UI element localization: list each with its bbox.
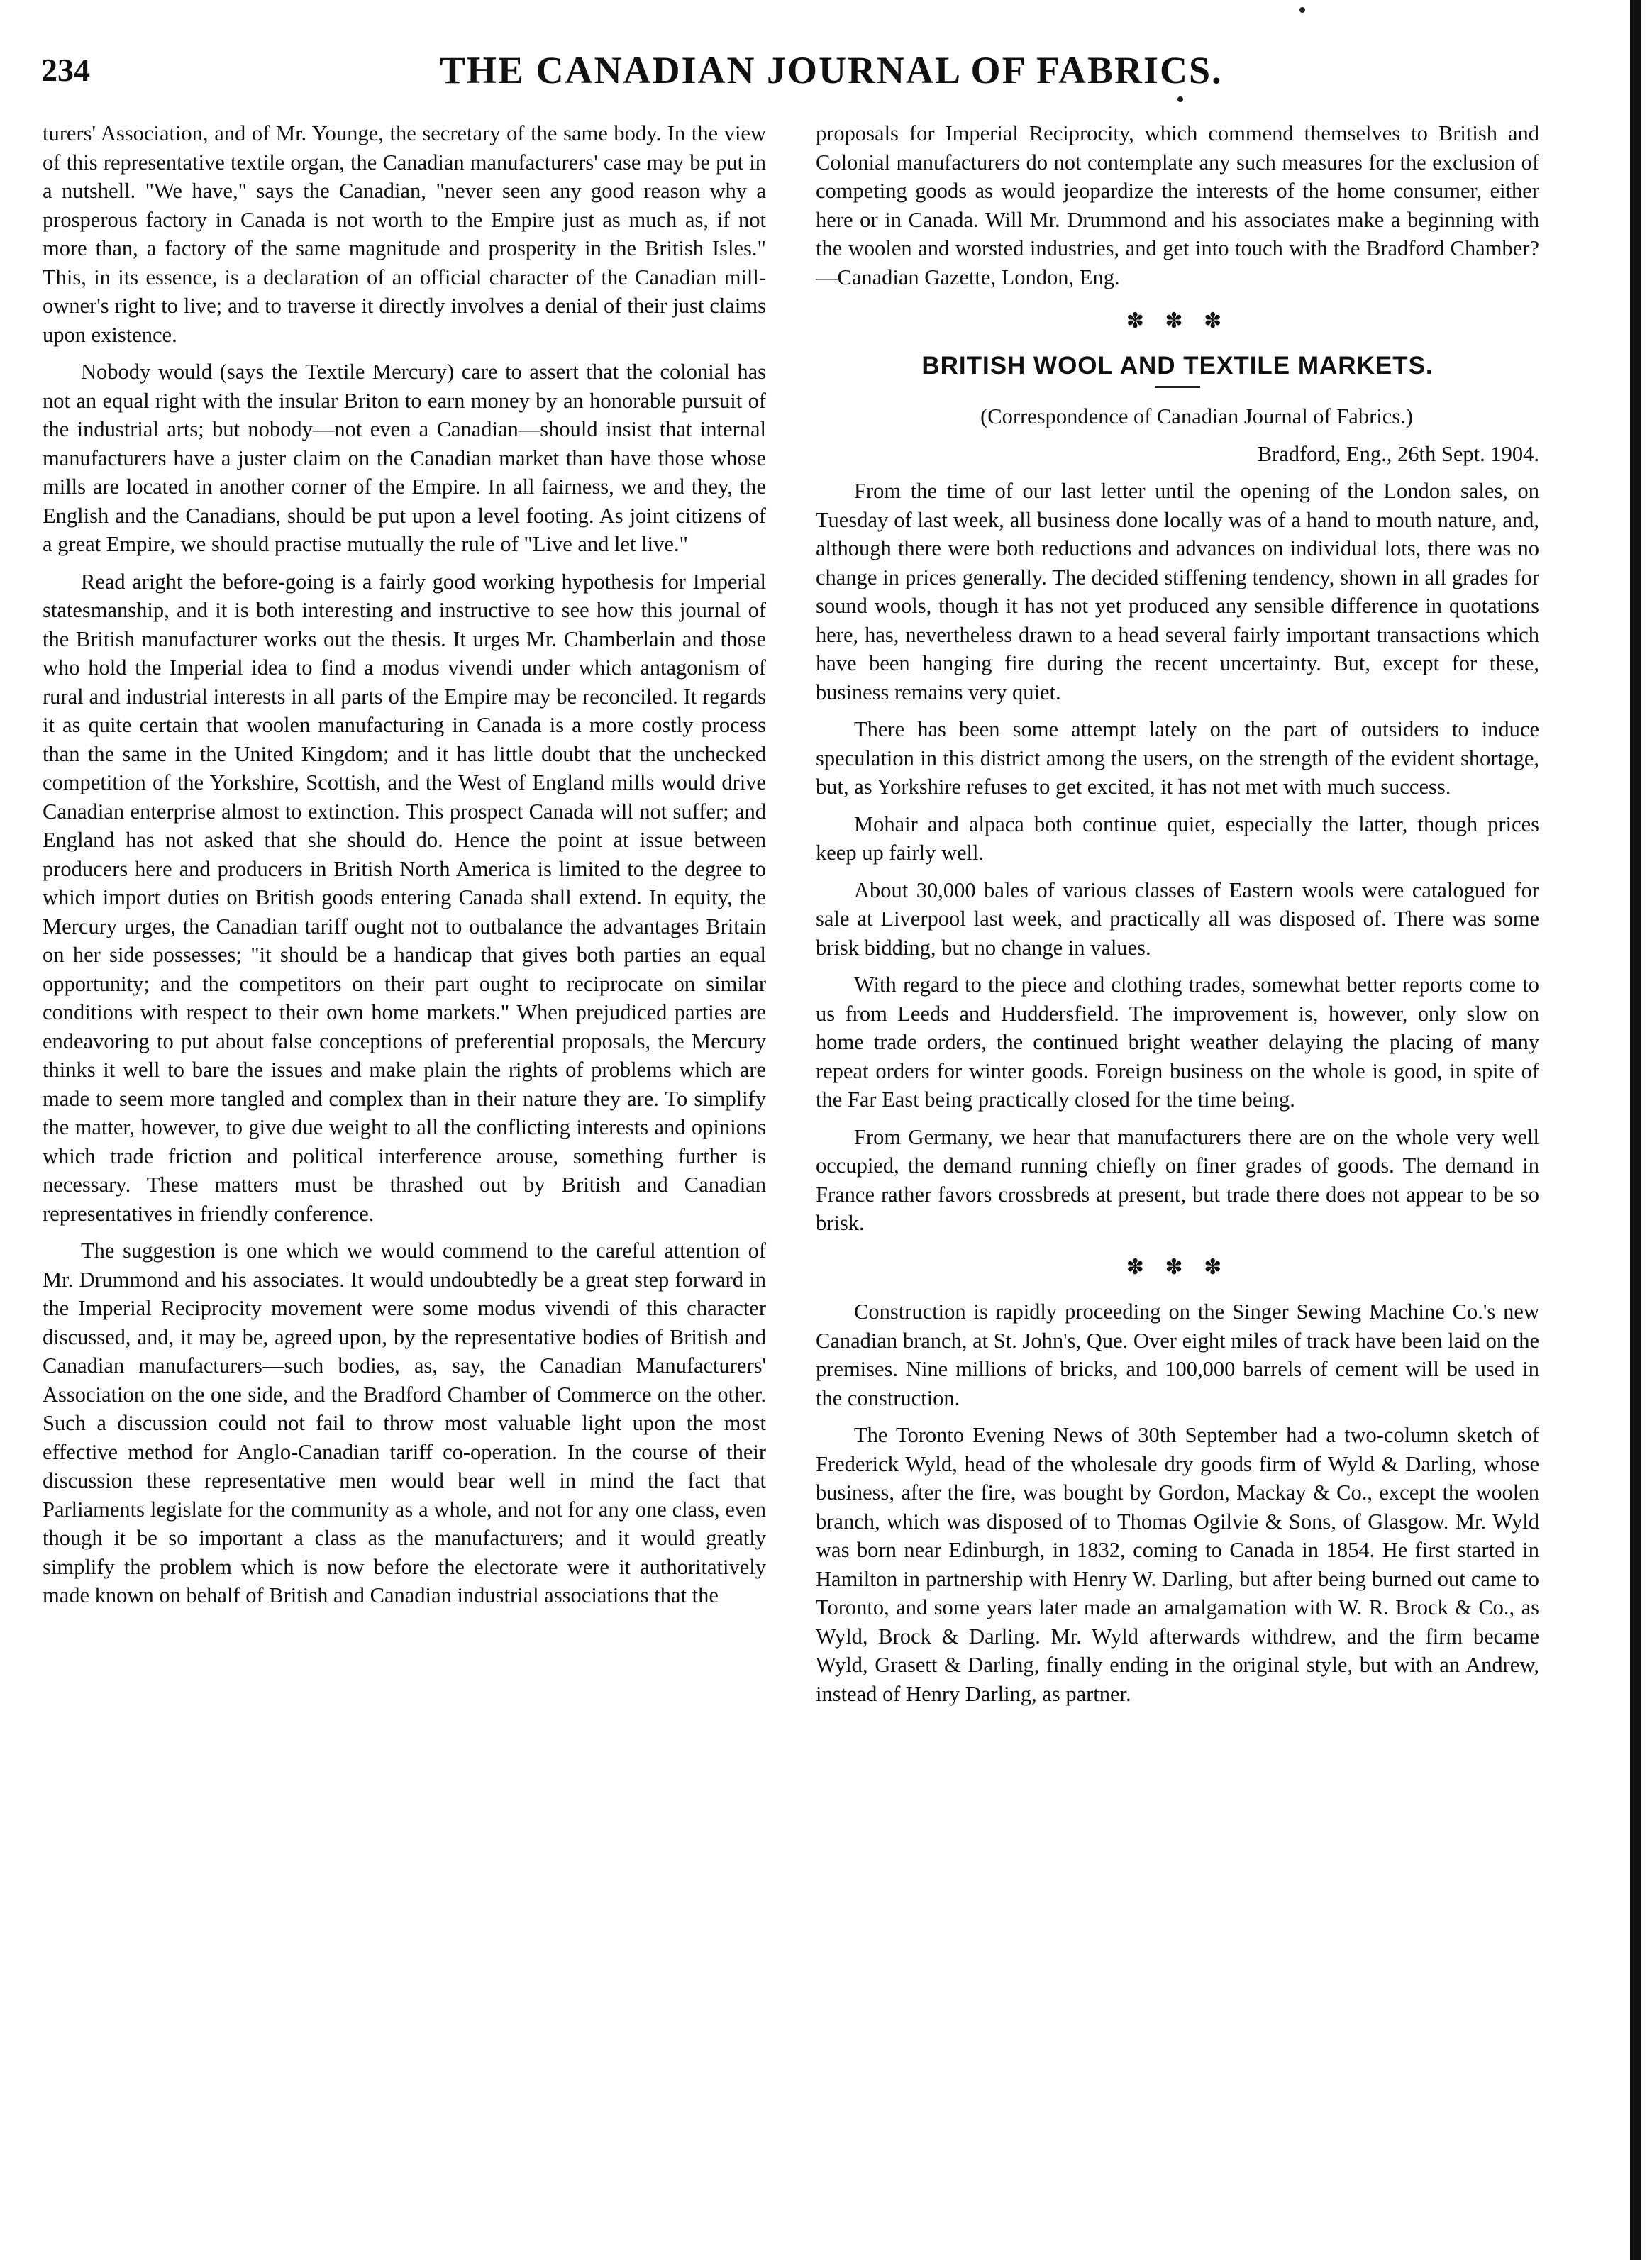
scan-speck (1299, 7, 1305, 13)
left-paragraph-4: The suggestion is one which we would commend to the careful attention of Mr. Drummond and his associates. It would undoubtedly be a great step forward in the Imperial Reciprocity movement were some modus vivendi of this character discussed, and, it may be, agreed upon, by the representative bodies of British and Canadian manufacturers—such bodies, as, say, the Canadian Manufacturers' Association on the one side, and the Bradford Chamber of Commerce on the other. Such a discussion could not fail to throw most valuable light upon the most effective method for Anglo-Canadian tariff co-operation. In the course of their discussion these representative men would bear well in mind the fact that Parliaments legislate for the community as a whole, and not for any one class, even though it be so important a class as the manufacturers; and it would greatly simplify the problem which is now before the electorate were it authoritatively made known on behalf of British and Canadian industrial associations that the (43, 1239, 766, 1607)
article-heading: BRITISH WOOL AND TEXTILE MARKETS. (921, 351, 1434, 380)
correspondence-line: (Correspondence of Canadian Journal of Fabrics.) (980, 404, 1413, 428)
running-title: THE CANADIAN JOURNAL OF FABRICS. (440, 49, 1223, 92)
right-paragraph-2: From the time of our last letter until the opening of the London sales, on Tuesday of last week, all business done locally was of a hand to mouth nature, and, although there were both reductions and advances on individual lots, there was no change in prices generally. The decided stiffening tendency, shown in all grades for sound wools, though it has not yet produced any sensible difference in quotations here, has, nevertheless drawn to a head several fairly important transactions which have been hanging fire during the recent uncertainty. But, except for these, business remains very quiet. (816, 479, 1539, 704)
scan-speck (1177, 96, 1183, 102)
right-paragraph-7: From Germany, we hear that manufacturers there are on the whole very well occupied, the demand running chiefly on finer grades of goods. The demand in France rather favors crossbreds at present, but trade there does not appear to be so brisk. (816, 1124, 1539, 1235)
left-paragraph-1: turers' Association, and of Mr. Younge, the secretary of the same body. In the view of this representative textile organ, the Canadian manufacturers' case may be put in a nutshell. "We have," says the Canadian, "never seen any good reason why a prosperous factory in Canada is not worth to the Empire just as much as, if not more than, a factory of the same magnitude and prosperity in the British Isles." This, in its essence, is a declaration of an official character of the Canadian mill-owner's right to live; and to traverse it directly involves a denial of their just claims upon existence. (43, 121, 766, 347)
left-paragraph-3: Read aright the before-going is a fairly good working hypothesis for Imperial statesmanship, and it is both interesting and instructive to see how this journal of the British manufacturer works out the thesis. It urges Mr. Chamberlain and those who hold the Imperial idea to find a modus vivendi under which antagonism of rural and industrial interests in all parts of the Empire may be reconciled. It regards it as quite certain that woolen manufacturing in Canada is a more costly process than the same in the United Kingdom; and it has little doubt that the unchecked competition of the Yorkshire, Scottish, and the West of England mills would drive Canadian enterprise almost to extinction. This prospect Canada will not suffer; and England has not asked that she should do. Hence the point at issue between producers here and producers in British North America is limited to the degree to which import duties on British goods entering Canada shall extend. In equity, the Mercury urges, the Canadian tariff ought not to outbalance the advantages Britain on her side possesses; "it should be a handicap that gives both parties an equal opportunity; and the competitors on their part ought to reciprocate on similar conditions with respect to their own home markets." When prejudiced parties are endeavoring to put about false conceptions of preferential proposals, the Mercury thinks it well to bare the issues and make plain the rights of problems which are made to seem more tangled and complex than in their nature they are. To simplify the matter, however, to give due weight to all the conflicting interests and opinions which trade friction and political interference arouse, something further is necessary. These matters must be thrashed out by British and Canadian representatives in friendly conference. (43, 569, 766, 1226)
right-paragraph-6: With regard to the piece and clothing trades, somewhat better reports come to us from Leeds and Huddersfield. The improvement is, however, only slow on home trade orders, the continued bright weather delaying the placing of many repeat orders for winter goods. Foreign business on the whole is good, in spite of the Far East being practically closed for the time being. (816, 973, 1539, 1112)
right-paragraph-3: There has been some attempt lately on the part of outsiders to induce speculation in this district among the users, on the strength of the evident shortage, but, as Yorkshire refuses to get excited, it has not met with much success. (816, 717, 1539, 799)
right-paragraph-9: The Toronto Evening News of 30th September had a two-column sketch of Frederick Wyld, head of the wholesale dry goods firm of Wyld & Darling, whose business, after the fire, was bought by Gordon, Mackay & Co., except the woolen branch, which was disposed of to Thomas Ogilvie & Sons, of Glasgow. Mr. Wyld was born near Edinburgh, in 1832, coming to Canada in 1854. He first started in Hamilton in partnership with Henry W. Darling, but after being burned out came to Toronto, and some years later made an amalgamation with W. R. Brock & Co., as Wyld, Brock & Darling. Mr. Wyld afterwards withdrew, and the firm became Wyld, Grasett & Darling, finally ending in the original style, but with an Andrew, instead of Henry Darling, as partner. (816, 1423, 1539, 1706)
section-separator: ✽ ✽ ✽ (1126, 309, 1229, 333)
section-separator-2: ✽ ✽ ✽ (1126, 1254, 1229, 1280)
page-number: 234 (41, 52, 90, 88)
scan-edge-border (1630, 0, 1641, 2260)
heading-rule (1155, 386, 1200, 388)
dateline: Bradford, Eng., 26th Sept. 1904. (1257, 441, 1539, 466)
right-paragraph-1: proposals for Imperial Reciprocity, which commend themselves to British and Colonial manufacturers do not contemplate any such measures for the exclusion of competing goods as would jeopardize the interests of the home consumer, either here or in Canada. Will Mr. Drummond and his associates make a beginning with the woolen and worsted industries, and get into touch with the Bradford Chamber?—Canadian Gazette, London, Eng. (816, 121, 1539, 289)
right-column (816, 119, 1539, 1717)
right-paragraph-5: About 30,000 bales of various classes of Eastern wools were catalogued for sale at Liverpool last week, and practically all was disposed of. There was some brisk bidding, but no change in values. (816, 877, 1539, 960)
right-paragraph-4: Mohair and alpaca both continue quiet, especially the latter, though prices keep up fairly well. (816, 812, 1539, 865)
right-paragraph-8: Construction is rapidly proceeding on the Singer Sewing Machine Co.'s new Canadian branch, at St. John's, Que. Over eight miles of track have been laid on the premises. Nine millions of bricks, and 100,000 barrels of cement will be used in the construction. (816, 1300, 1539, 1410)
left-column (43, 119, 766, 1619)
left-paragraph-2: Nobody would (says the Textile Mercury) care to assert that the colonial has not an equal right with the insular Briton to earn money by an honorable pursuit of the industrial arts; but nobody—not even a Canadian—should insist that internal manufacturers have a juster claim on the Canadian market than have those whose mills are located in another corner of the Empire. In all fairness, we and they, the English and the Canadians, should be put upon a level footing. As joint citizens of a great Empire, we should practise mutually the rule of "Live and let live." (43, 360, 766, 556)
